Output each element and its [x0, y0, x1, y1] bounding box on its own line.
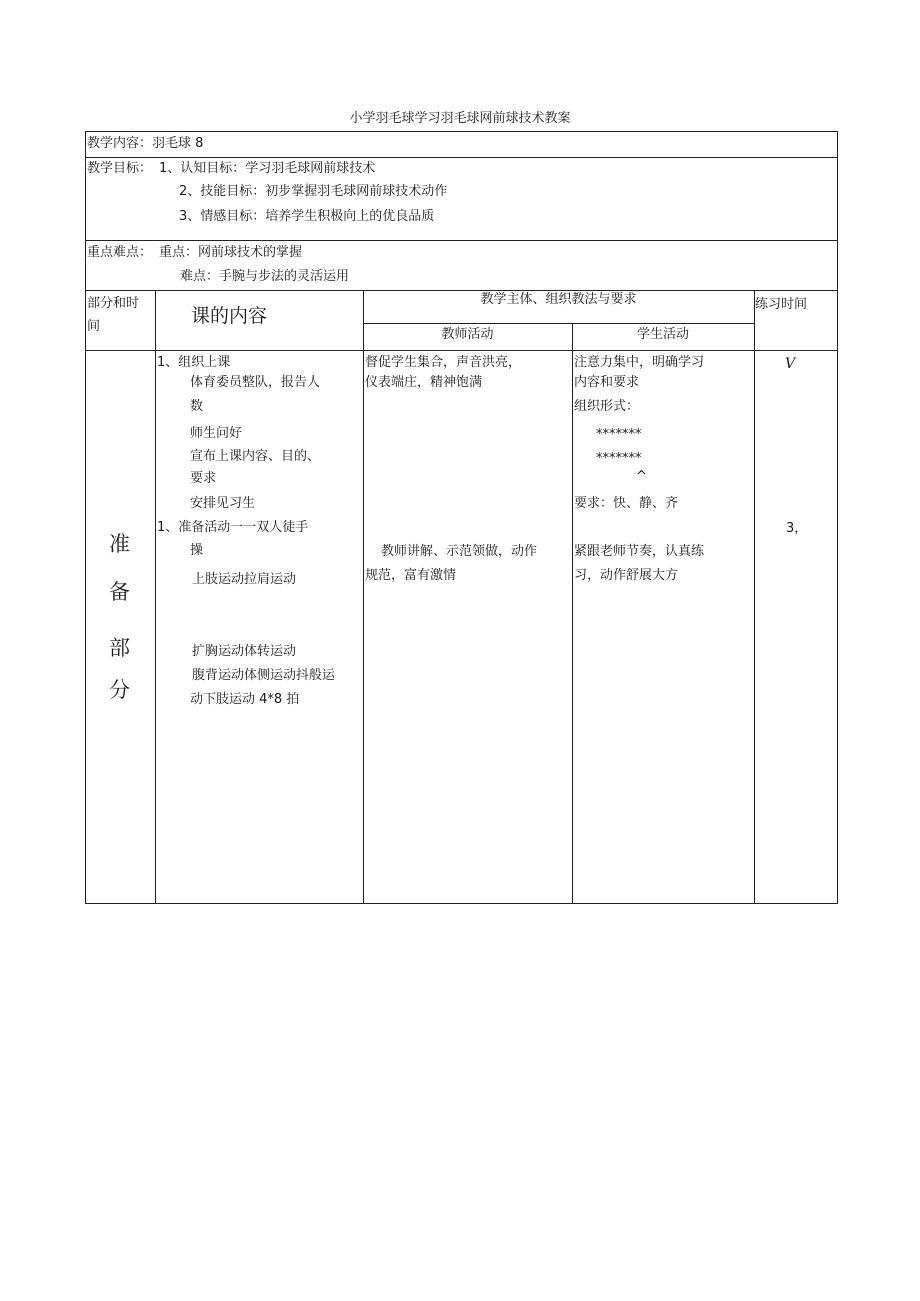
teacher-activity-header: 教师活动: [441, 327, 494, 342]
student-line: 要求：快、静、齐: [574, 496, 679, 511]
objective-item: 3、情感目标：培养学生积极向上的优良品质: [179, 209, 435, 224]
content-line: 数: [190, 399, 204, 414]
objectives-label: 教学目标：: [87, 161, 153, 176]
section-name-char: 备: [109, 580, 130, 604]
student-line: 紧跟老师节奏，认真练: [574, 544, 705, 559]
difficulty-point: 难点：手腕与步法的灵活运用: [180, 269, 350, 284]
content-line: 腹背运动体侧运动抖般运: [192, 668, 336, 683]
part-time-header: 部分和时: [87, 296, 140, 311]
key-points-label: 重点难点：: [87, 245, 153, 260]
teacher-line: 规范，富有激情: [365, 568, 457, 583]
practice-time-header: 练习时间: [755, 297, 808, 312]
document-title: 小学羽毛球学习羽毛球网前球技术教案: [349, 111, 571, 126]
content-line: 扩胸运动体转运动: [192, 644, 297, 659]
content-line: 宣布上课内容、目的、: [190, 449, 321, 464]
student-activity-header: 学生活动: [636, 327, 689, 342]
student-line: 习，动作舒展大方: [574, 568, 679, 583]
objective-item: 1、认知目标：学习羽毛球网前球技术: [159, 161, 376, 176]
time-mark: 3，: [786, 521, 808, 536]
formation-row: *******: [596, 451, 642, 466]
teacher-position-mark: ^: [636, 469, 647, 484]
section-name-char: 准: [109, 532, 130, 556]
formation-row: *******: [596, 427, 642, 442]
student-line: 注意力集中，明确学习: [574, 355, 705, 370]
content-line: 动下肢运动 4*8 拍: [190, 692, 300, 707]
teacher-line: 仪表端庄，精神饱满: [365, 375, 483, 390]
teacher-line: 督促学生集合，声音洪亮，: [365, 355, 522, 370]
content-line: 1、组织上课: [157, 355, 231, 370]
content-line: 操: [190, 543, 204, 558]
lesson-content-header: 课的内容: [191, 305, 268, 327]
teacher-line: 教师讲解、示范领做，动作: [381, 544, 538, 559]
content-line: 体育委员整队，报告人: [190, 375, 321, 390]
content-line: 师生问好: [190, 426, 243, 441]
time-mark: V: [785, 356, 796, 372]
teaching-content-label: 教学内容：羽毛球 8: [87, 136, 204, 151]
content-line: 上肢运动拉肩运动: [192, 572, 297, 587]
part-time-header-cont: 间: [87, 319, 101, 334]
section-name-char: 分: [109, 678, 130, 702]
section-name-char: 部: [109, 636, 130, 660]
objective-item: 2、技能目标：初步掌握羽毛球网前球技术动作: [179, 184, 448, 199]
student-line: 内容和要求: [574, 375, 640, 390]
content-line: 要求: [190, 471, 217, 486]
key-point: 重点：网前球技术的掌握: [159, 245, 303, 260]
method-header: 教学主体、组织教法与要求: [480, 292, 637, 307]
content-line: 安排见习生: [190, 496, 256, 511]
student-line: 组织形式：: [574, 399, 640, 414]
content-line: 1、准备活动一一双人徒手: [157, 520, 309, 535]
